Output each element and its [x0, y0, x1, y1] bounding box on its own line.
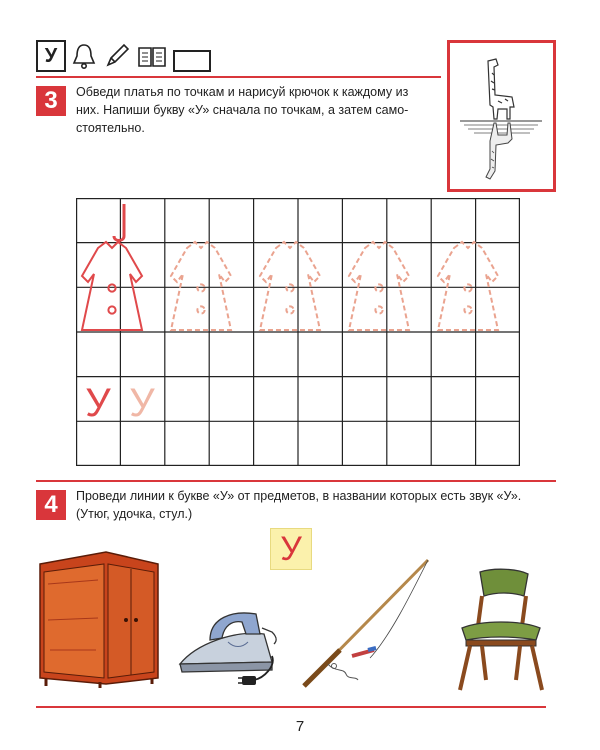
giraffe-reflection-picture	[447, 40, 556, 192]
page-number: 7	[295, 718, 305, 735]
bell-icon	[70, 42, 98, 70]
pencil-icon	[103, 42, 131, 70]
bottom-red-rule	[36, 706, 546, 708]
wardrobe-picture	[36, 550, 166, 690]
task-3-line-2: них. Напиши букву «У» сначала по точкам, а затем само-	[76, 103, 409, 117]
mid-red-rule	[36, 480, 556, 482]
header-red-rule	[36, 76, 441, 78]
task-4-number: 4	[36, 490, 66, 520]
dress-hook	[114, 204, 124, 241]
grid-letter-solid: У	[85, 381, 111, 425]
grid-lines	[76, 198, 520, 466]
dotted-dresses	[171, 242, 498, 330]
task-3-number: 3	[36, 86, 66, 116]
dress-solid	[82, 242, 142, 330]
task-4-line-1: Проведи линии к букве «У» от предметов, в названии которых есть звук «У».	[76, 489, 522, 503]
giraffe-drawing	[450, 43, 553, 189]
task-3-line-3: стоятельно.	[76, 121, 145, 135]
dress-dotted-3	[349, 242, 409, 330]
writing-grid	[76, 198, 520, 466]
dress-dotted-4	[438, 242, 498, 330]
fishing-rod-picture	[300, 546, 440, 692]
iron-picture	[176, 604, 280, 694]
book-icon	[136, 42, 168, 70]
dress-dotted-1	[171, 242, 231, 330]
header-letter-box: У	[36, 40, 66, 72]
letter-card: У	[270, 528, 312, 570]
empty-answer-box	[173, 50, 211, 72]
chair-picture	[452, 566, 548, 694]
dress-dotted-2	[260, 242, 320, 330]
task-3-line-1: Обведи платья по точкам и нарисуй крючок к каждому из	[76, 85, 409, 99]
grid-letter-traced: У	[129, 381, 155, 425]
task-4-line-2: (Утюг, удочка, стул.)	[76, 507, 193, 521]
